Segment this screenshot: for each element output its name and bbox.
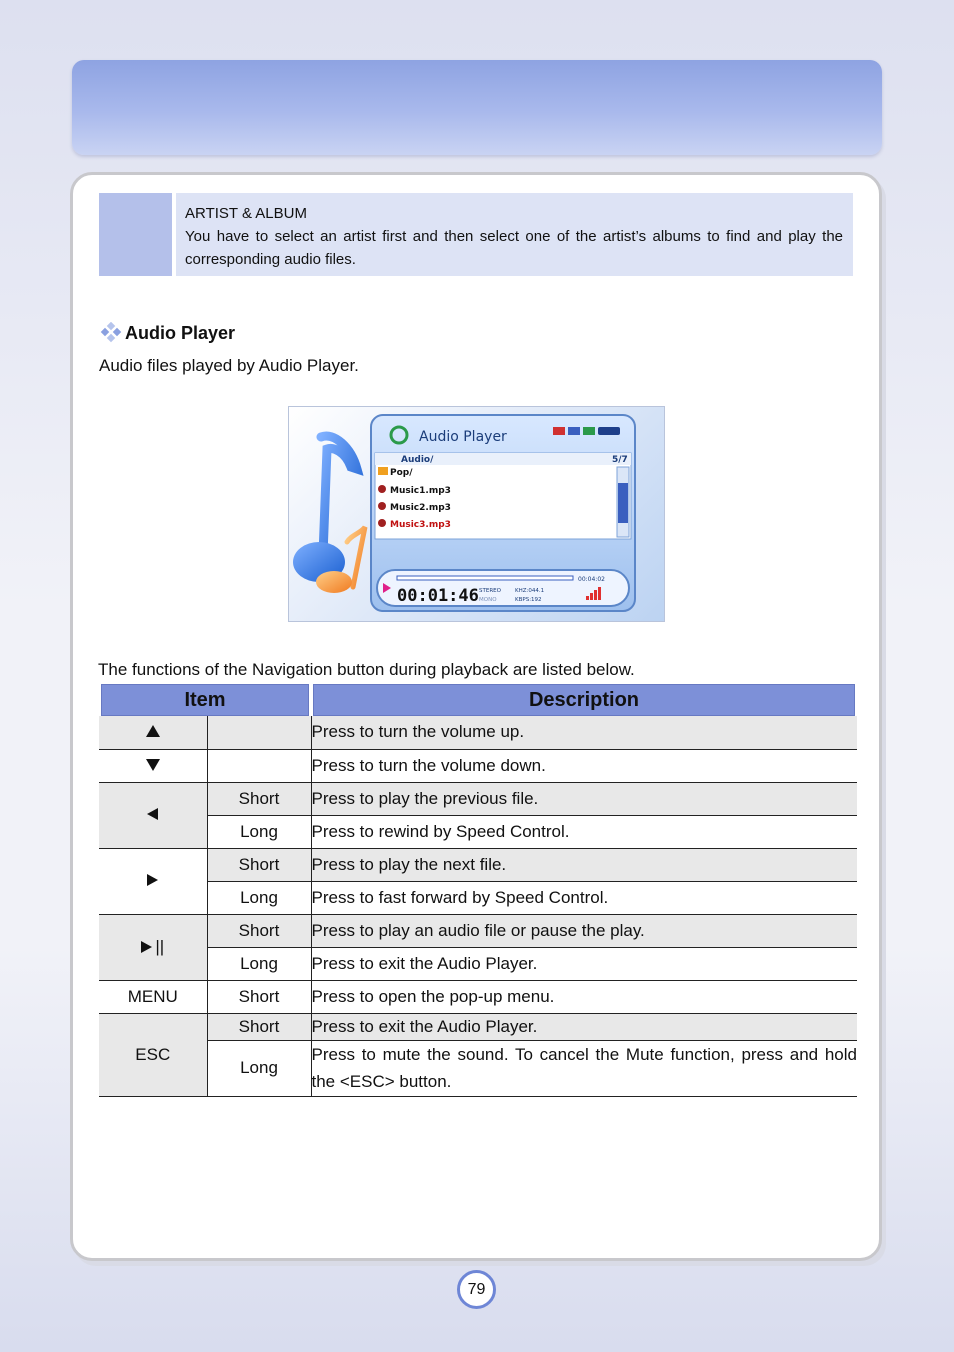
app-title: Audio Player [419, 429, 507, 445]
play-icon [141, 941, 152, 953]
section-description: Audio files played by Audio Player. [99, 356, 359, 375]
press-cell: Long [207, 947, 311, 980]
blue-note-icon [293, 436, 357, 582]
table-row [99, 947, 857, 980]
mono-label: MONO [479, 597, 497, 603]
right-arrow-icon [147, 874, 158, 886]
page-number: 79 [457, 1270, 496, 1309]
table-intro: The functions of the Navigation button during playback are listed below. [98, 660, 635, 679]
total-time: 00:04:02 [578, 576, 605, 583]
left-arrow-icon [147, 808, 158, 820]
section-title: Audio Player [125, 322, 236, 343]
table-row [99, 1040, 857, 1096]
press-cell: Short [207, 914, 311, 947]
diamond-bullet-icon [100, 322, 122, 344]
press-cell: Short [207, 782, 311, 815]
header-item: Item [99, 684, 311, 716]
table-row [99, 782, 857, 815]
table-row [99, 815, 857, 848]
description-cell: Press to exit the Audio Player. [311, 1013, 857, 1040]
table-row [99, 749, 857, 782]
item-cell [99, 782, 207, 848]
note-text: You have to select an artist first and then select one of the artist’s albums to find and play the corresponding audio files. [185, 228, 843, 268]
item-cell [99, 848, 207, 914]
press-cell: Short [207, 1013, 311, 1040]
description-cell: Press to rewind by Speed Control. [311, 815, 857, 848]
play-pause-symbol [141, 937, 164, 957]
top-banner [72, 60, 882, 155]
file-item: Music3.mp3 [390, 520, 451, 530]
description-cell: Press to exit the Audio Player. [311, 947, 857, 980]
description-cell: Press to turn the volume down. [311, 749, 857, 782]
table-row [99, 881, 857, 914]
press-cell: Short [207, 980, 311, 1013]
table-row [99, 914, 857, 947]
section-heading [100, 322, 235, 344]
note-title: ARTIST & ALBUM [185, 205, 307, 222]
up-arrow-icon [146, 725, 160, 737]
press-cell [207, 749, 311, 782]
item-cell [99, 749, 207, 782]
table-header-row [99, 684, 857, 716]
elapsed-time: 00:01:46 [397, 586, 479, 606]
pause-bars: || [155, 936, 165, 956]
stereo-label: STEREO [479, 588, 501, 594]
file-item: Music2.mp3 [390, 503, 451, 513]
description-cell: Press to play an audio file or pause the play. [311, 914, 857, 947]
table-row [99, 716, 857, 749]
description-cell: Press to open the pop-up menu. [311, 980, 857, 1013]
kbps-label: KBPS:192 [515, 597, 542, 603]
note-box [99, 193, 853, 276]
table-row [99, 1013, 857, 1040]
table-row [99, 980, 857, 1013]
audio-player-illustration [289, 407, 665, 622]
description-cell: Press to fast forward by Speed Control. [311, 881, 857, 914]
press-cell: Long [207, 1040, 311, 1096]
item-cell [99, 914, 207, 980]
description-cell: Press to mute the sound. To cancel the Mute function, press and hold the <ESC> button. [311, 1040, 857, 1096]
note-body [176, 193, 853, 276]
header-description: Description [311, 684, 857, 716]
press-cell: Long [207, 815, 311, 848]
item-cell [99, 716, 207, 749]
description-cell: Press to turn the volume up. [311, 716, 857, 749]
audio-player-screenshot [288, 406, 665, 622]
description-cell: Press to play the previous file. [311, 782, 857, 815]
down-arrow-icon [146, 759, 160, 771]
path-label: Audio/ [401, 455, 434, 465]
file-item: Music1.mp3 [390, 486, 451, 496]
press-cell: Short [207, 848, 311, 881]
press-cell: Long [207, 881, 311, 914]
press-cell [207, 716, 311, 749]
navigation-functions-table [97, 684, 859, 1097]
file-item: Pop/ [390, 468, 413, 478]
item-cell: MENU [99, 980, 207, 1013]
count-label: 5/7 [612, 455, 628, 465]
description-cell: Press to play the next file. [311, 848, 857, 881]
note-marker [99, 193, 172, 276]
khz-label: KHZ:044.1 [515, 588, 545, 594]
item-cell: ESC [99, 1013, 207, 1096]
table-row [99, 848, 857, 881]
